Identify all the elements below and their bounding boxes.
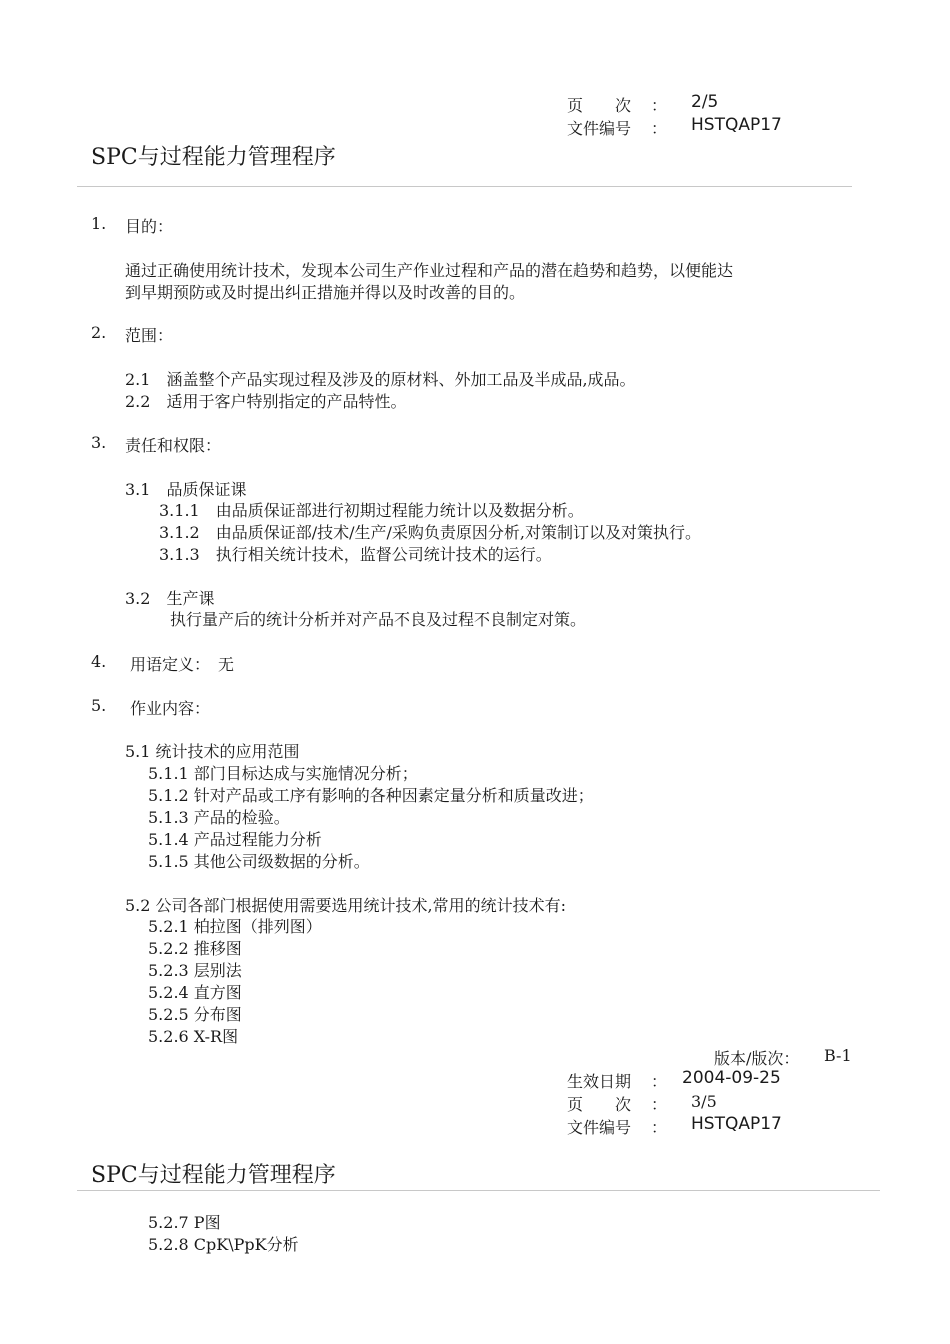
header-page-colon: ：	[651, 96, 668, 115]
header-page-value: 2/5	[691, 92, 719, 112]
section-5-1-5: 5.1.5 其他公司级数据的分析。	[148, 852, 370, 871]
section-5-2-3: 5.2.3 层别法	[148, 961, 242, 980]
section-5-2: 5.2 公司各部门根据使用需要选用统计技术,常用的统计技术有:	[125, 896, 567, 915]
section-5-2-4: 5.2.4 直方图	[148, 983, 242, 1002]
section-3-1-3: 3.1.3 执行相关统计技术，监督公司统计技术的运行。	[159, 545, 552, 564]
section-5-1-3: 5.1.3 产品的检验。	[148, 808, 290, 827]
section-4-heading: 用语定义： 无	[130, 655, 235, 674]
section-5-1-1: 5.1.1 部门目标达成与实施情况分析；	[148, 764, 418, 783]
section-4-number: 4.	[91, 652, 107, 671]
section-5-2-6: 5.2.6 X-R图	[148, 1027, 239, 1046]
header2-docno-label: 文件编号	[567, 1118, 632, 1137]
header-docno-colon: ：	[651, 119, 668, 138]
section-2-number: 2.	[91, 323, 107, 342]
effective-date-colon: ：	[651, 1072, 668, 1091]
section-5-1-2: 5.1.2 针对产品或工序有影响的各种因素定量分析和质量改进；	[148, 786, 594, 805]
section-3-heading: 责任和权限：	[125, 436, 222, 455]
section-5-2-2: 5.2.2 推移图	[148, 939, 242, 958]
header2-docno-value: HSTQAP17	[691, 1114, 782, 1134]
header-docno-label: 文件编号	[567, 119, 632, 138]
section-3-1-1: 3.1.1 由品质保证部进行初期过程能力统计以及数据分析。	[159, 501, 584, 520]
header-page-label: 页 次	[567, 96, 632, 115]
effective-date-value: 2004-09-25	[682, 1068, 781, 1088]
section-3-1: 3.1 品质保证课	[125, 480, 247, 499]
section-2-heading: 范围：	[125, 326, 174, 345]
section-3-2: 3.2 生产课	[125, 589, 215, 608]
section-5-2-7: 5.2.7 P图	[148, 1213, 221, 1232]
document-title: SPC与过程能力管理程序	[91, 145, 336, 170]
section-5-2-5: 5.2.5 分布图	[148, 1005, 242, 1024]
section-5-1-4: 5.1.4 产品过程能力分析	[148, 830, 322, 849]
section-5-heading: 作业内容：	[130, 699, 211, 718]
header-docno-value: HSTQAP17	[691, 115, 782, 135]
section-1-heading: 目的：	[125, 217, 174, 236]
section-5-number: 5.	[91, 696, 107, 715]
header2-docno-colon: ：	[651, 1118, 668, 1137]
section-2-2: 2.2 适用于客户特别指定的产品特性。	[125, 392, 407, 411]
section-1-text-line-2: 到早期预防或及时提出纠正措施并得以及时改善的目的。	[125, 283, 526, 302]
header-divider	[77, 186, 852, 187]
header2-divider	[77, 1190, 880, 1191]
effective-date-label: 生效日期	[567, 1072, 632, 1091]
section-5-2-1: 5.2.1 柏拉图（排列图）	[148, 917, 322, 936]
section-1-number: 1.	[91, 214, 107, 233]
header2-page-colon: ：	[651, 1095, 668, 1114]
section-1-text-line-1: 通过正确使用统计技术，发现本公司生产作业过程和产品的潜在趋势和趋势，以便能达	[125, 261, 734, 280]
section-5-1: 5.1 统计技术的应用范围	[125, 742, 300, 761]
version-value: B-1	[824, 1046, 852, 1065]
section-5-2-8: 5.2.8 CpK\PpK分析	[148, 1235, 299, 1254]
header2-page-value: 3/5	[691, 1092, 717, 1111]
version-label: 版本/版次：	[714, 1049, 800, 1068]
section-3-2-text: 执行量产后的统计分析并对产品不良及过程不良制定对策。	[170, 610, 587, 629]
section-2-1: 2.1 涵盖整个产品实现过程及涉及的原材料、外加工品及半成品,成品。	[125, 370, 636, 389]
section-3-number: 3.	[91, 433, 107, 452]
header2-page-label: 页 次	[567, 1095, 632, 1114]
section-3-1-2: 3.1.2 由品质保证部/技术/生产/采购负责原因分析,对策制订以及对策执行。	[159, 523, 701, 542]
document-title-2: SPC与过程能力管理程序	[91, 1163, 336, 1188]
